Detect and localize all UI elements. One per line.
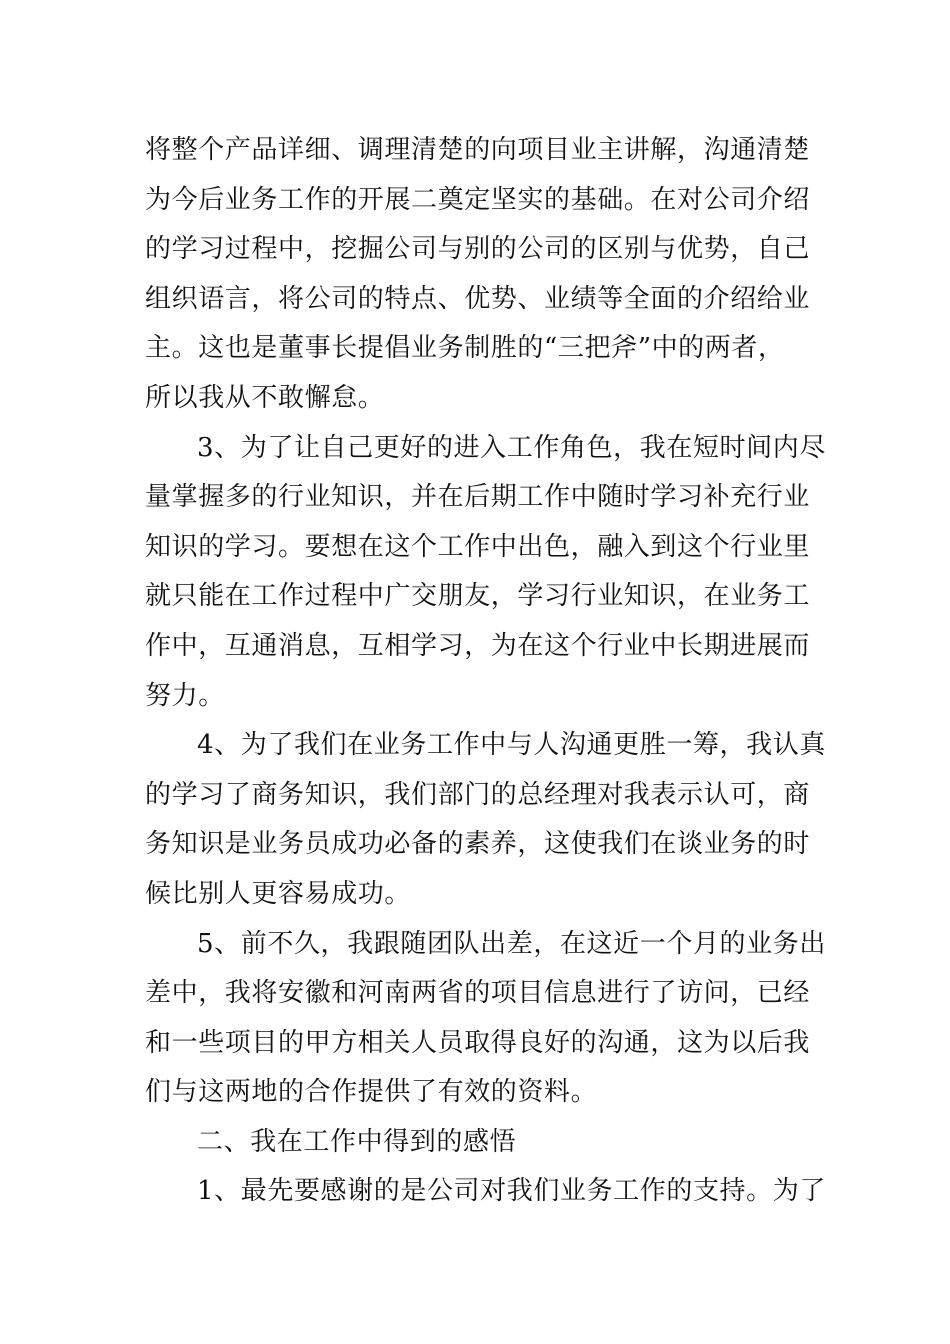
text-line: 务知识是业务员成功必备的素养，这使我们在谈业务的时 — [145, 829, 811, 860]
paragraph-start-line: 3、为了让自己更好的进入工作角色，我在短时间内尽 — [197, 432, 826, 463]
paragraph-start-line: 4、为了我们在业务工作中与人沟通更胜一筹，我认真 — [197, 730, 826, 761]
paragraph-start-line: 1、最先要感谢的是公司对我们业务工作的支持。为了 — [197, 1176, 826, 1207]
text-line: 的学习了商务知识，我们部门的总经理对我表示认可，商 — [145, 779, 811, 810]
paragraph-start-line: 5、前不久，我跟随团队出差，在这近一个月的业务出 — [197, 928, 826, 959]
text-line: 候比别人更容易成功。 — [145, 878, 412, 909]
text-line: 作中，互通消息，互相学习，为在这个行业中长期进展而 — [145, 630, 811, 661]
text-line: 努力。 — [145, 680, 225, 711]
text-line: 为今后业务工作的开展二奠定坚实的基础。在对公司介绍 — [145, 184, 811, 215]
document-body — [145, 126, 826, 1217]
section-heading: 二、我在工作中得到的感悟 — [197, 1126, 517, 1157]
text-line: 知识的学习。要想在这个工作中出色，融入到这个行业里 — [145, 531, 811, 562]
text-line: 组织语言，将公司的特点、优势、业绩等全面的介绍给业 — [145, 283, 811, 314]
text-line: 量掌握多的行业知识，并在后期工作中随时学习补充行业 — [145, 482, 811, 513]
text-line: 差中，我将安徽和河南两省的项目信息进行了访问，已经 — [145, 978, 811, 1009]
text-line: 和一些项目的甲方相关人员取得良好的沟通，这为以后我 — [145, 1027, 811, 1058]
text-line: 们与这两地的合作提供了有效的资料。 — [145, 1077, 598, 1108]
text-line: 将整个产品详细、调理清楚的向项目业主讲解，沟通清楚 — [145, 135, 811, 165]
text-line: 所以我从不敢懈怠。 — [145, 382, 385, 413]
text-line: 就只能在工作过程中广交朋友，学习行业知识，在业务工 — [145, 581, 811, 612]
text-line: 主。这也是董事长提倡业务制胜的“三把斧”中的两者， — [145, 333, 785, 364]
text-line: 的学习过程中，挖掘公司与别的公司的区别与优势，自己 — [145, 234, 811, 265]
